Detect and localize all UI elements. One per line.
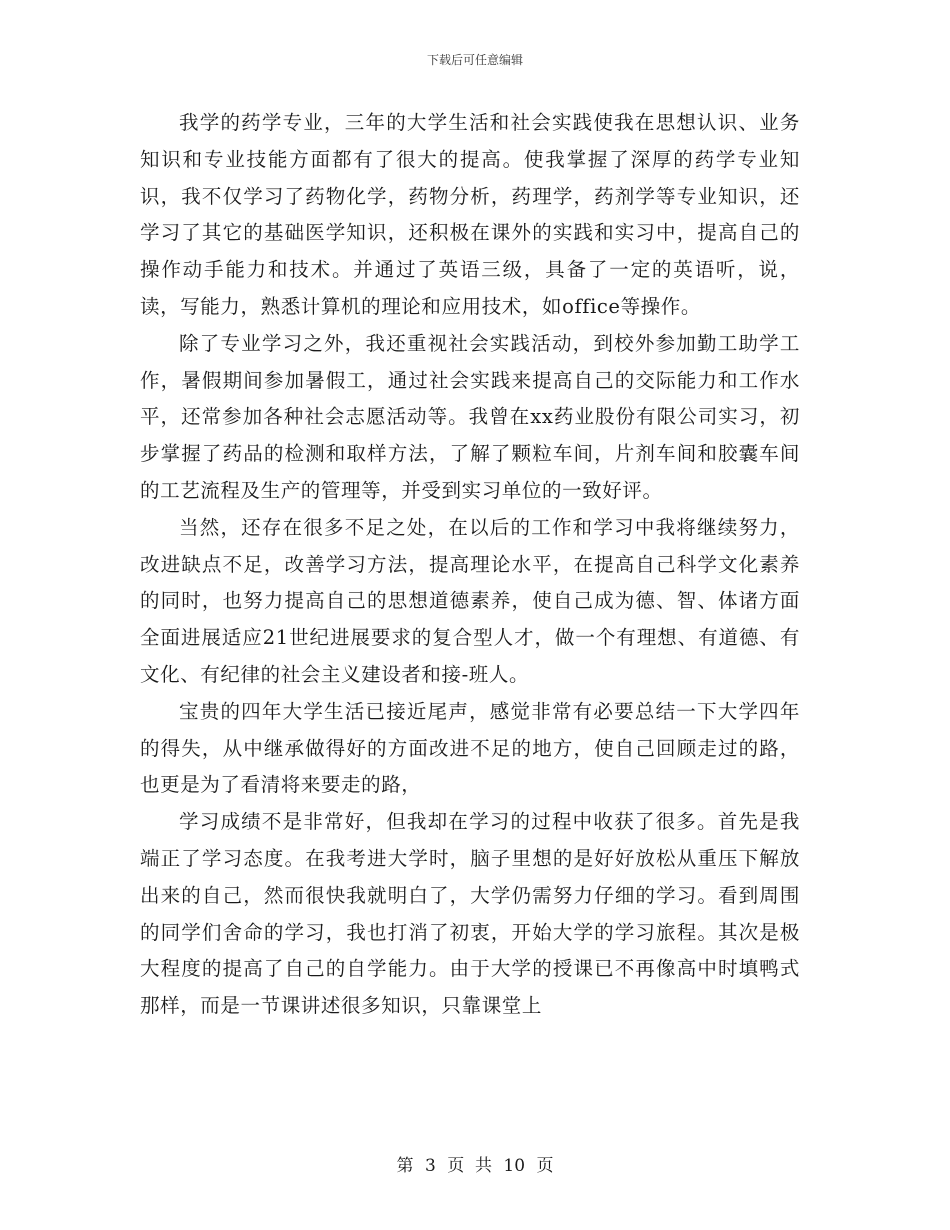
document-body — [140, 105, 800, 1025]
current-page-number: 3 — [424, 1156, 436, 1176]
paragraph-5: 学习成绩不是非常好，但我却在学习的过程中收获了很多。首先是我端正了学习态度。在我考进大学时，脑子里想的是好好放松从重压下解放出来的自己，然而很快我就明白了，大学仍需努力仔细的学习。看到周围的同学们舍命的学习，我也打消了初衷，开始大学的学习旅程。其次是极大程度的提高了自己的自学能力。由于大学的授课已不再像高中时填鸭式那样，而是一节课讲述很多知识，只靠课堂上 — [140, 810, 800, 1018]
paragraph-2: 除了专业学习之外，我还重视社会实践活动，到校外参加勤工助学工作，暑假期间参加暑假工，通过社会实践来提高自己的交际能力和工作水平，还常参加各种社会志愿活动等。我曾在xx药业股份有限公司实习，初步掌握了药品的检测和取样方法，了解了颗粒车间，片剂车间和胶囊车间的工艺流程及生产的管理等，并受到实习单位的一致好评。 — [140, 331, 800, 502]
footer-prefix: 第 — [396, 1156, 414, 1176]
footer-middle: 页 共 — [447, 1156, 492, 1176]
paragraph-4: 宝贵的四年大学生活已接近尾声，感觉非常有必要总结一下大学四年的得失，从中继承做得好的方面改进不足的地方，使自己回顾走过的路，也更是为了看清将来要走的路， — [140, 699, 800, 797]
paragraph-3: 当然，还存在很多不足之处，在以后的工作和学习中我将继续努力，改进缺点不足，改善学习方法，提高理论水平，在提高自己科学文化素养的同时，也努力提高自己的思想道德素养，使自己成为德、智、体诸方面全面进展适应21世纪进展要求的复合型人才，做一个有理想、有道德、有文化、有纪律的社会主义建设者和接-班人。 — [140, 515, 800, 686]
page-footer — [0, 1156, 950, 1176]
paragraph-1: 我学的药学专业，三年的大学生活和社会实践使我在思想认识、业务知识和专业技能方面都有了很大的提高。使我掌握了深厚的药学专业知识，我不仅学习了药物化学，药物分析，药理学，药剂学等专业知识，还学习了其它的基础医学知识，还积极在课外的实践和实习中，提高自己的操作动手能力和技术。并通过了英语三级，具备了一定的英语听，说，读，写能力，熟悉计算机的理论和应用技术，如office等操作。 — [140, 111, 800, 318]
page-header: 下载后可任意编辑 — [426, 53, 523, 67]
total-page-number: 10 — [503, 1156, 526, 1176]
footer-suffix: 页 — [536, 1156, 554, 1176]
